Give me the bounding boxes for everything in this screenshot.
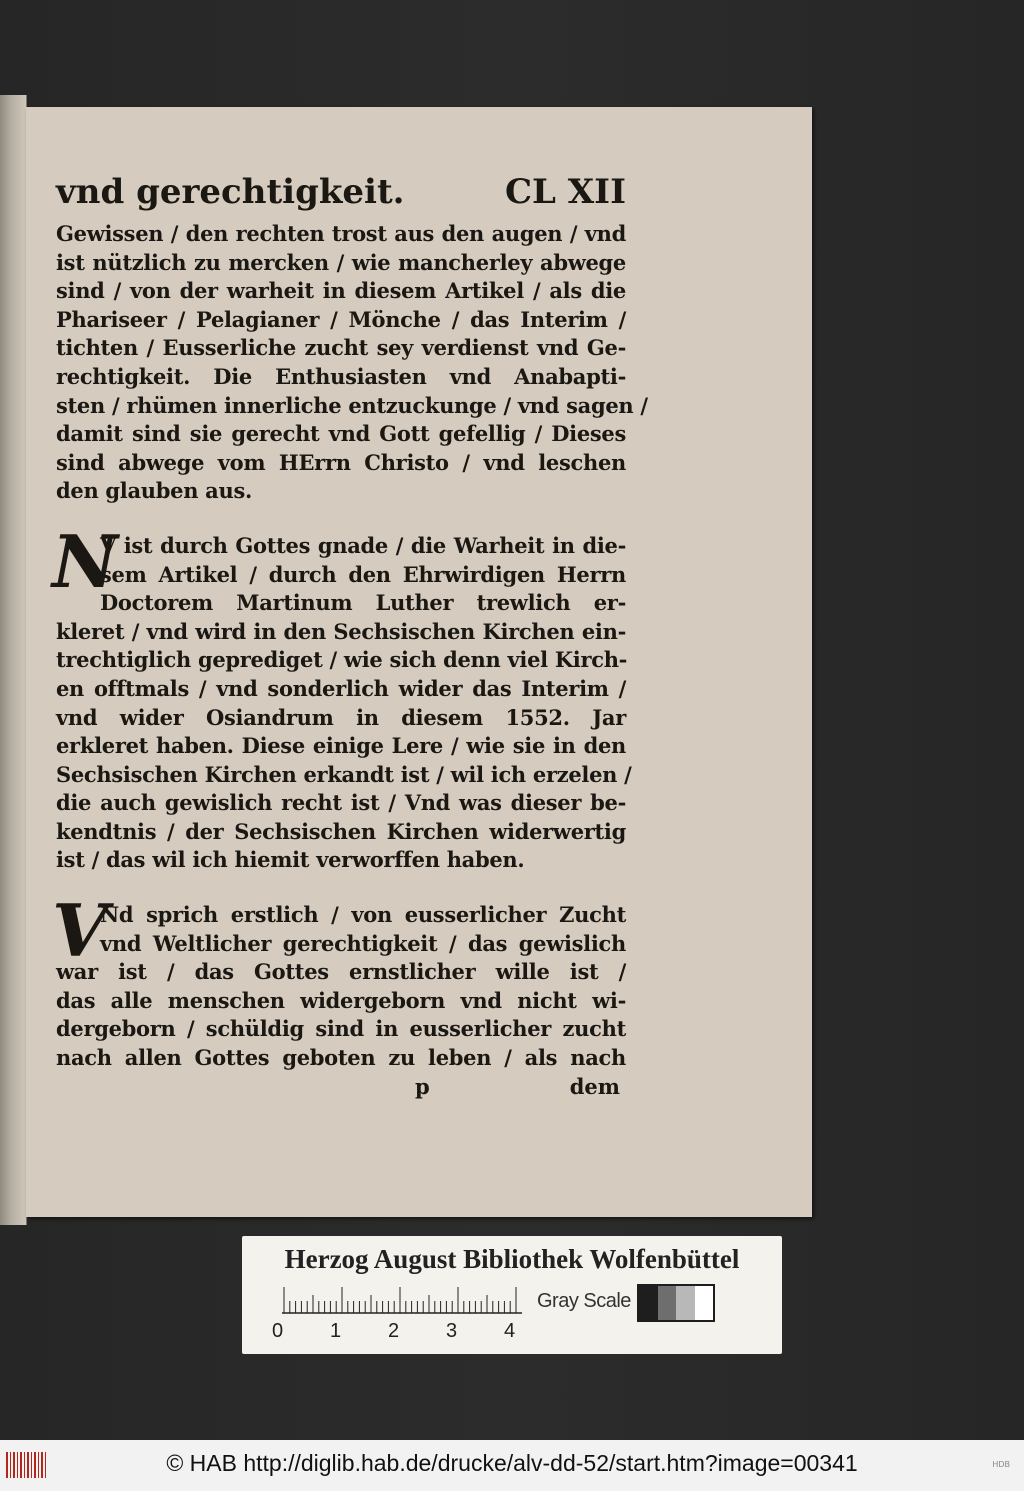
- text-line: sten / rhümen innerliche entzuckunge / vnd sagen /: [56, 392, 648, 418]
- text-line: vnd wider Osiandrum in diesem 1552. Jar: [56, 704, 626, 730]
- text-line: Sechsischen Kirchen erkandt ist / wil ich erzelen /: [56, 761, 632, 787]
- gray-swatch: [639, 1286, 658, 1320]
- text-line: den glauben aus.: [56, 478, 252, 504]
- text-line: die auch gewislich recht ist / Vnd was dieser be-: [56, 790, 626, 816]
- text-line: V ist durch Gottes gnade / die Warheit in die-: [100, 532, 626, 558]
- text-line: nach allen Gottes geboten zu leben / als nach: [56, 1045, 626, 1071]
- catchword: dem: [569, 1073, 620, 1099]
- signature-mark: p: [415, 1073, 430, 1099]
- text-line: sind abwege vom HErrn Christo / vnd leschen: [56, 449, 626, 475]
- folio-number: CL XII: [505, 172, 626, 212]
- document-page: [26, 107, 812, 1217]
- running-head: [56, 170, 626, 214]
- paragraph-3: [52, 888, 626, 1073]
- footer-mark: HDB: [992, 1460, 1010, 1469]
- text-line: Nd sprich erstlich / von eusserlicher Zucht: [100, 902, 626, 928]
- gray-swatch: [695, 1286, 714, 1320]
- page-text: [52, 170, 648, 1101]
- ruler-number: 4: [504, 1320, 516, 1342]
- text-line: war ist / das Gottes ernstlicher wille ist /: [56, 959, 626, 985]
- text-line: Gewissen / den rechten trost aus den augen / vnd: [56, 221, 626, 246]
- footer-bar: [0, 1440, 1024, 1491]
- text-line: kleret / vnd wird in den Sechsischen Kirchen ein-: [56, 618, 626, 644]
- ruler-number: 3: [446, 1320, 458, 1342]
- library-name: Herzog August Bibliothek Wolfenbüttel: [284, 1244, 740, 1274]
- text-line: trechtiglich geprediget / wie sich denn viel Kirch-: [56, 647, 628, 673]
- text-line: rechtigkeit. Die Enthusiasten vnd Anabapti-: [56, 363, 626, 389]
- drop-cap: N: [52, 518, 118, 604]
- text-line: vnd Weltlicher gerechtigkeit / das gewislich: [100, 930, 626, 956]
- text-line: sind / von der warheit in diesem Artikel / als die: [56, 278, 626, 304]
- text-line: en offtmals / vnd sonderlich wider das Interim /: [56, 675, 626, 701]
- gray-scale-swatches: [637, 1284, 715, 1322]
- ruler-number: 0: [272, 1320, 284, 1342]
- gray-scale-label: Gray Scale: [537, 1290, 631, 1312]
- scale-ruler: [282, 1286, 522, 1314]
- paragraph-2: [52, 518, 632, 875]
- text-line: sem Artikel / durch den Ehrwirdigen Herrn: [100, 561, 626, 587]
- text-line: tichten / Eusserliche zucht sey verdienst vnd Ge-: [56, 335, 626, 361]
- text-line: ist nützlich zu mercken / wie mancherley abwege: [56, 249, 626, 275]
- paragraph-1: [56, 220, 648, 506]
- ruler-number: 2: [388, 1320, 400, 1342]
- text-line: kendtnis / der Sechsischen Kirchen widerwertig: [56, 818, 626, 844]
- text-line: damit sind sie gerecht vnd Gott gefellig / Dieses: [56, 421, 626, 447]
- text-line: Doctorem Martinum Luther trewlich er-: [100, 590, 626, 616]
- copyright-url[interactable]: © HAB http://diglib.hab.de/drucke/alv-dd-52/start.htm?image=00341: [166, 1450, 858, 1476]
- text-line: Phariseer / Pelagianer / Mönche / das Interim /: [56, 306, 626, 332]
- text-line: das alle menschen widergeborn vnd nicht wi-: [56, 987, 626, 1013]
- gray-swatch: [676, 1286, 695, 1320]
- left-page-edge: [0, 95, 27, 1225]
- library-color-card: [242, 1236, 782, 1354]
- running-head-title: vnd gerechtigkeit.: [56, 172, 405, 212]
- gray-swatch: [658, 1286, 677, 1320]
- text-line: ist / das wil ich hiemit verworffen haben.: [56, 847, 525, 873]
- ruler-number: 1: [330, 1320, 342, 1342]
- text-line: dergeborn / schüldig sind in eusserlicher zucht: [56, 1016, 626, 1042]
- text-line: erkleret haben. Diese einige Lere / wie sie in den: [56, 733, 626, 759]
- drop-cap: V: [52, 888, 108, 974]
- ruler-numbers: [272, 1320, 532, 1348]
- page-footer-marks: [56, 1073, 626, 1101]
